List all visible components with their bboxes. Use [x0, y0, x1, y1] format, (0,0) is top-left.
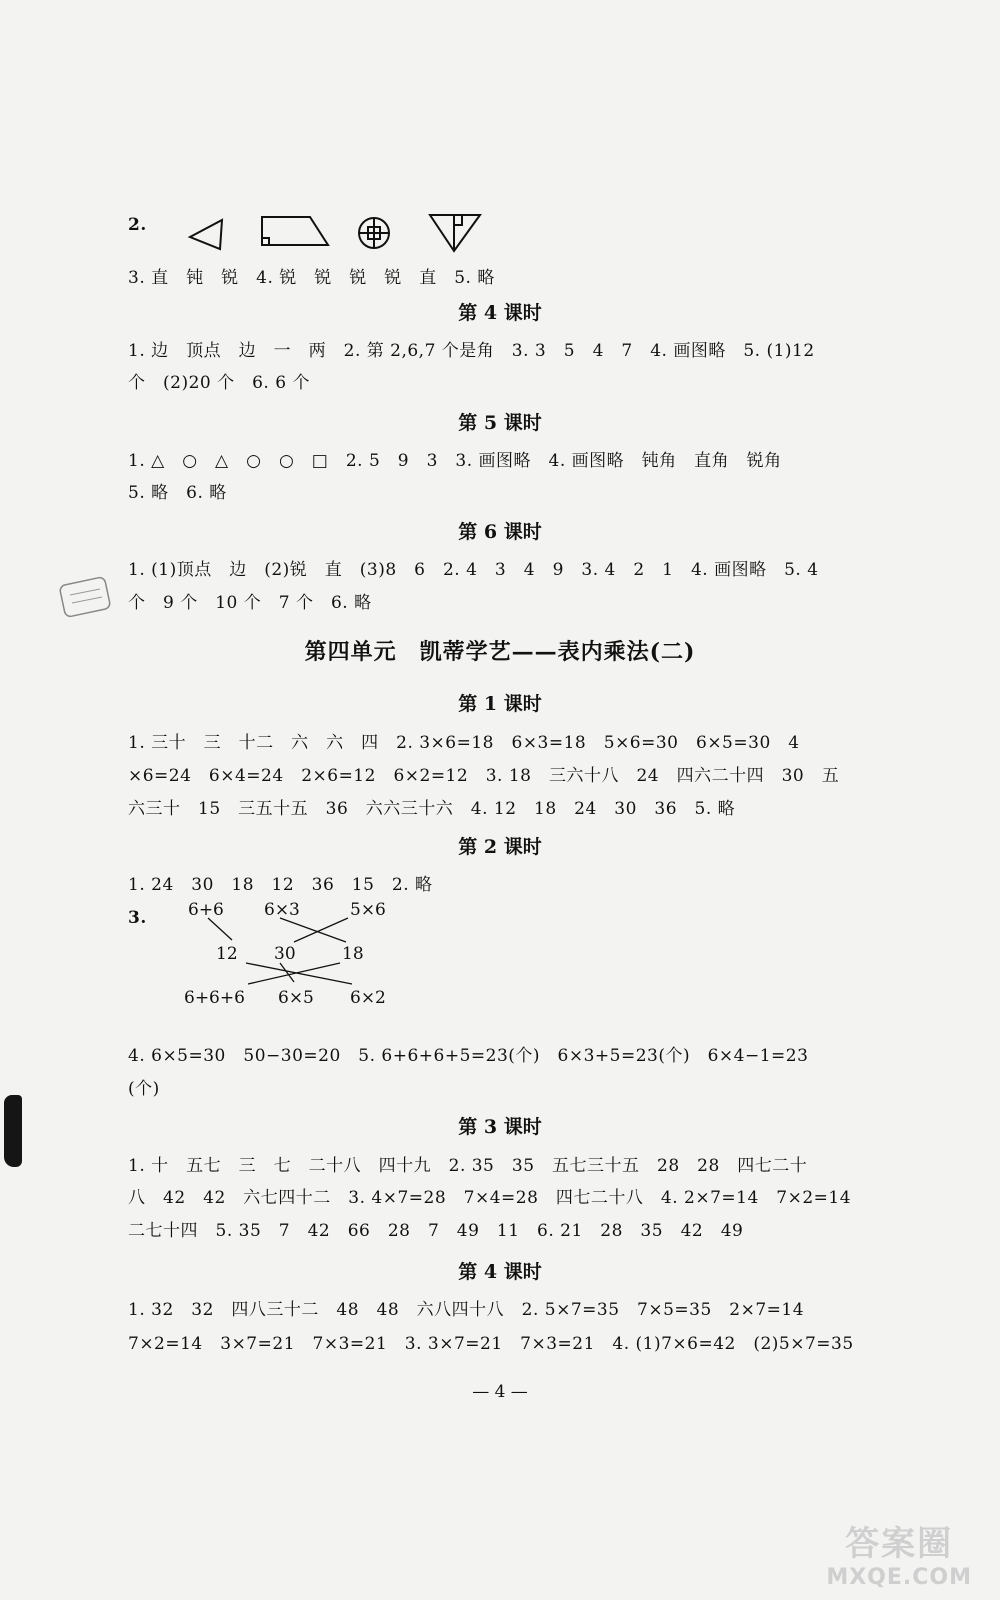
answer-line: ×6=24 6×4=24 2×6=12 6×2=12 3. 18 三六十八 24 四六二十四 30 五	[128, 766, 840, 786]
match-bottom-item: 6×2	[350, 988, 386, 1008]
shape-figures	[160, 205, 490, 257]
answer-line: 二七十四 5. 35 7 42 66 28 7 49 11 6. 21 28 35 42 49	[128, 1221, 744, 1241]
lesson-heading: 第 4 课时	[458, 1261, 542, 1283]
answer-line: (个)	[128, 1079, 160, 1099]
watermark-logo: 答案圈 MXQE.COM	[826, 1524, 972, 1590]
answer-line: 八 42 42 六七四十二 3. 4×7=28 7×4=28 四七二十八 4. 2×7=14 7×2=14	[128, 1188, 852, 1208]
page-number: — 4 —	[472, 1382, 528, 1402]
match-middle-item: 12	[216, 944, 238, 964]
answer-line: 个 9 个 10 个 7 个 6. 略	[128, 593, 372, 613]
match-top-item: 5×6	[350, 900, 386, 920]
match-top-item: 6×3	[264, 900, 300, 920]
answer-line: 4. 6×5=30 50−30=20 5. 6+6+6+5=23(个) 6×3+5=23(个) 6×4−1=23	[128, 1046, 809, 1066]
answer-line: 5. 略 6. 略	[128, 483, 227, 503]
answer-line: 1. 十 五七 三 七 二十八 四十九 2. 35 35 五七三十五 28 28 四七二十	[128, 1156, 808, 1176]
unit-title: 第四单元 凯蒂学艺——表内乘法(二)	[304, 639, 696, 665]
triangle-figure	[190, 220, 222, 249]
lesson-heading: 第 1 课时	[458, 693, 542, 715]
answer-line: 1. 24 30 18 12 36 15 2. 略	[128, 875, 433, 895]
answer-line: 7×2=14 3×7=21 7×3=21 3. 3×7=21 7×3=21 4. (1)7×6=42 (2)5×7=35	[128, 1334, 854, 1354]
lesson-heading: 第 4 课时	[458, 302, 542, 324]
answer-line: 1. 三十 三 十二 六 六 四 2. 3×6=18 6×3=18 5×6=30 6×5=30 4	[128, 733, 800, 753]
answer-line: 3. 直 钝 锐 4. 锐 锐 锐 锐 直 5. 略	[128, 268, 495, 288]
lesson-heading: 第 6 课时	[458, 521, 542, 543]
lesson-heading: 第 2 课时	[458, 836, 542, 858]
circle-figure	[359, 218, 389, 248]
answer-line: 个 (2)20 个 6. 6 个	[128, 373, 310, 393]
ink-smudge	[4, 1095, 22, 1167]
lesson-heading: 第 5 课时	[458, 412, 542, 434]
match-bottom-item: 6+6+6	[184, 988, 245, 1008]
answer-line: 1. 边 顶点 边 一 两 2. 第 2,6,7 个是角 3. 3 5 4 7 4. 画图略 5. (1)12	[128, 341, 815, 361]
matching-diagram	[160, 900, 420, 1015]
item-3-label: 3.	[128, 908, 147, 928]
answer-line: 1. △ ○ △ ○ ○ □ 2. 5 9 3 3. 画图略 4. 画图略 钝角 直角 锐角	[128, 451, 782, 471]
stamp-mark	[58, 575, 114, 619]
match-bottom-item: 6×5	[278, 988, 314, 1008]
item-2-label: 2.	[128, 215, 147, 235]
match-top-item: 6+6	[188, 900, 224, 920]
inverted-triangle-figure	[430, 215, 480, 251]
answer-line: 1. 32 32 四八三十二 48 48 六八四十八 2. 5×7=35 7×5=35 2×7=14	[128, 1300, 805, 1320]
answer-line: 1. (1)顶点 边 (2)锐 直 (3)8 6 2. 4 3 4 9 3. 4 2 1 4. 画图略 5. 4	[128, 560, 819, 580]
match-middle-item: 30	[274, 944, 296, 964]
trapezoid-figure	[262, 217, 328, 245]
answer-line: 六三十 15 三五十五 36 六六三十六 4. 12 18 24 30 36 5. 略	[128, 799, 736, 819]
lesson-heading: 第 3 课时	[458, 1116, 542, 1138]
match-middle-item: 18	[342, 944, 364, 964]
